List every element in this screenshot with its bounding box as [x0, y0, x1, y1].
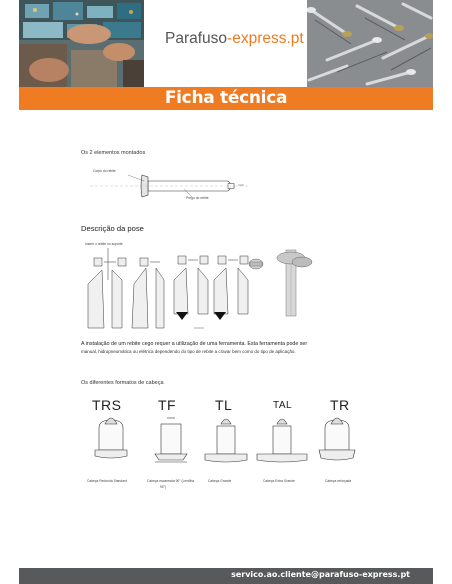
brand-name: Parafuso [165, 30, 228, 47]
head-caption-tl: Cabeça Grande [208, 479, 232, 483]
head-code-tl: TL [215, 397, 233, 413]
screws-photo [307, 0, 433, 87]
head-code-tr: TR [330, 397, 350, 413]
head-caption-tal: Cabeça Extra Grande [263, 479, 295, 483]
section-assembled-title: Os 2 elementos montados [81, 150, 146, 156]
head-caption-trs: Cabeça Redonda Standard [87, 479, 127, 483]
section-pose-title: Descrição da pose [81, 224, 144, 233]
brand-domain: -express.pt [227, 30, 304, 47]
head-code-tal: TAL [273, 400, 293, 411]
head-code-trs: TRS [92, 397, 122, 413]
label-rivet-mandrel: Prego do rebite [186, 196, 209, 200]
head-caption-tr: Cabeça reforçada [325, 479, 352, 483]
brand-logo [165, 30, 304, 48]
footer-email[interactable]: servico.ao.cliente@parafuso-express.pt [231, 570, 410, 579]
footer-bar [19, 568, 433, 584]
head-note-tf: 90°) [160, 485, 167, 489]
title-banner [19, 87, 433, 110]
label-insert-rivet: Inserir o rebite no suporte [85, 242, 123, 246]
label-rivet-body: Corpo do rebite [93, 169, 116, 173]
pose-paragraph: A instalação de um rebite cego requer a utilização de uma ferramenta. Esta ferramenta pode ser [81, 341, 308, 347]
pose-paragraph-line2: manual, hidropneumática ou elétrica dependendo do tipo de rebite a cravar bem como do tipo de aplicação. [81, 349, 296, 354]
banner-title: Ficha técnica [164, 88, 288, 108]
head-formats-diagram [85, 414, 365, 474]
section-heads-title: Os diferentes formatos de cabeça [81, 380, 164, 386]
head-caption-tf: Cabeça escareada 90° (Lentilha [147, 479, 195, 483]
header [19, 0, 433, 87]
rivet-photo [242, 244, 322, 320]
head-code-tf: TF [158, 397, 177, 413]
toolbox-photo [19, 0, 144, 87]
